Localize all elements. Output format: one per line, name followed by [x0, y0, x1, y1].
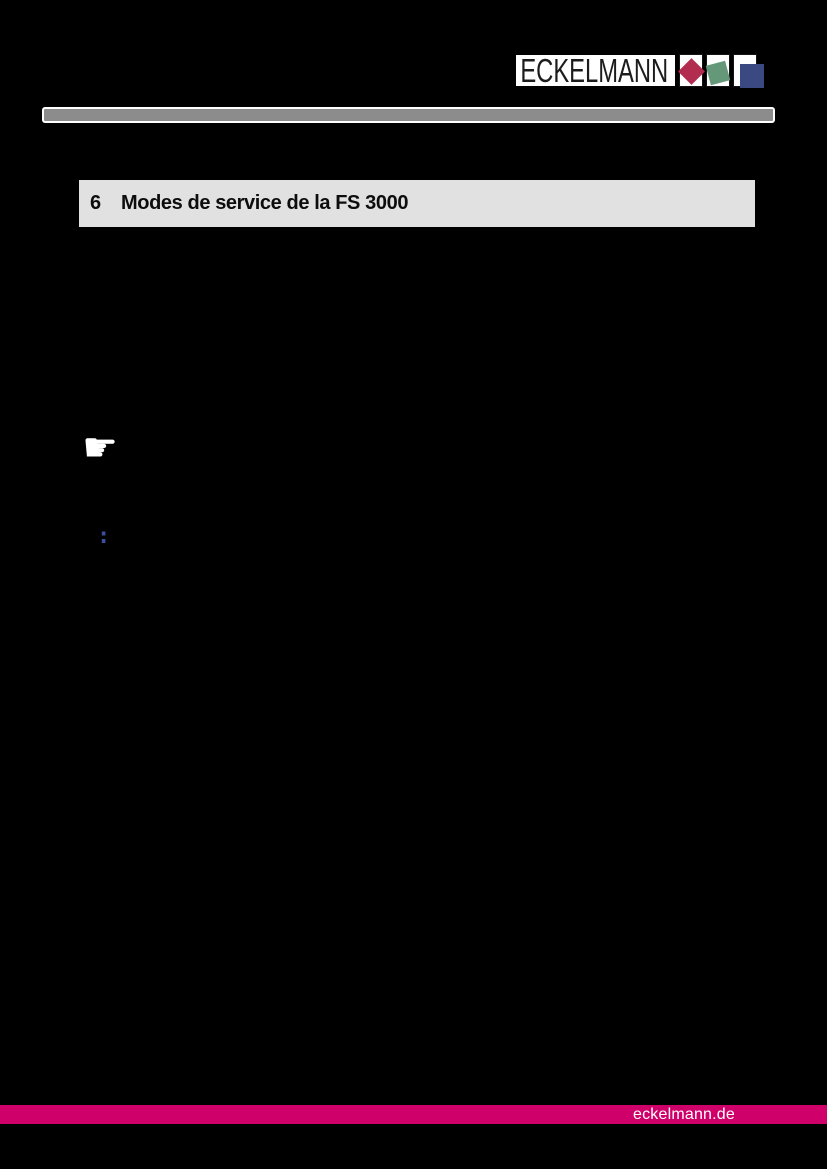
logo-square-box-2	[706, 54, 730, 87]
red-diamond-icon	[678, 58, 705, 85]
blue-square-icon	[740, 64, 764, 88]
logo-square-box-3	[733, 54, 757, 87]
section-title: Modes de service de la FS 3000	[121, 192, 409, 214]
pointing-hand-glyph: ☛	[82, 425, 118, 471]
green-square-icon	[706, 61, 730, 85]
pointing-hand-icon	[76, 425, 124, 471]
header-rule	[42, 107, 775, 123]
footer-url: eckelmann.de	[632, 1105, 735, 1123]
section-heading	[79, 180, 755, 227]
section-number: 6	[90, 192, 101, 214]
colon-mark: :	[97, 524, 111, 549]
footer-bar	[0, 1105, 827, 1124]
eckelmann-logo	[516, 55, 675, 86]
logo-square-box-1	[679, 54, 703, 87]
eckelmann-wordmark: ECKELMANN	[520, 55, 669, 86]
